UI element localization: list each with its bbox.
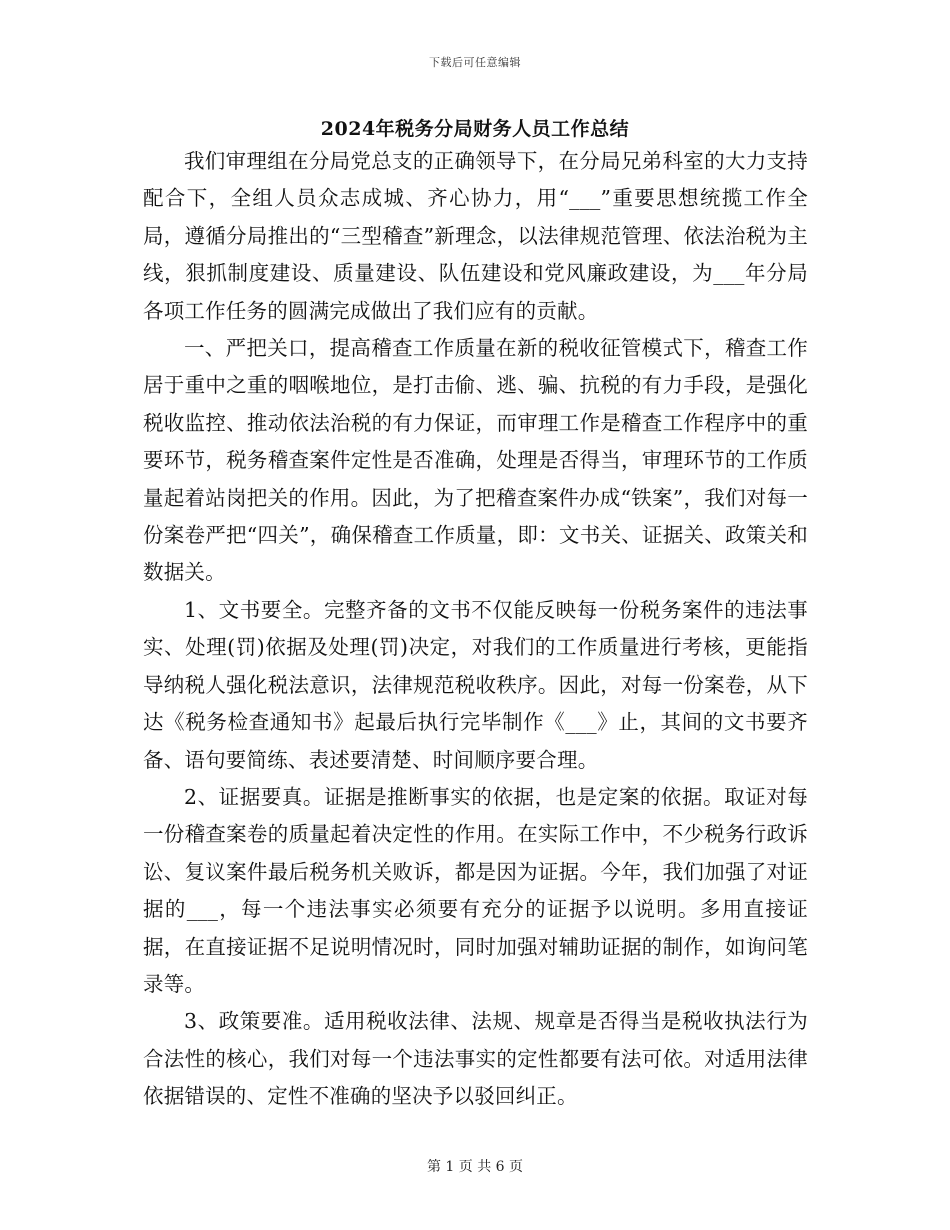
- paragraph-item-1-documents: 1、文书要全。完整齐备的文书不仅能反映每一份税务案件的违法事实、处理(罚)依据及处理(罚)决定，对我们的工作质量进行考核，更能指导纳税人强化税法意识，法律规范税收秩序。因此，对每一份案卷，从下达《税务检查通知书》起最后执行完毕制作《___》止，其间的文书要齐备、语句要简练、表述要清楚、时间顺序要合理。: [143, 597, 808, 772]
- paragraph-item-3-policy: 3、政策要准。适用税收法律、法规、规章是否得当是税收执法行为合法性的核心，我们对每一个违法事实的定性都要有法可依。对适用法律依据错误的、定性不准确的坚决予以驳回纠正。: [143, 1009, 808, 1109]
- paragraph-intro: 我们审理组在分局党总支的正确领导下，在分局兄弟科室的大力支持配合下，全组人员众志成城、齐心协力，用“___”重要思想统揽工作全局，遵循分局推出的“三型稽查”新理念，以法律规范管理、依法治税为主线，狠抓制度建设、质量建设、队伍建设和党风廉政建设，为___年分局各项工作任务的圆满完成做出了我们应有的贡献。: [143, 149, 808, 323]
- page-number: 第 1 页 共 6 页: [426, 1159, 524, 1175]
- page-header-note: 下载后可任意编辑: [429, 56, 521, 69]
- document-title: 2024年税务分局财务人员工作总结: [320, 118, 630, 140]
- paragraph-section-1: 一、严把关口，提高稽查工作质量在新的税收征管模式下，稽查工作居于重中之重的咽喉地位，是打击偷、逃、骗、抗税的有力手段，是强化税收监控、推动依法治税的有力保证，而审理工作是稽查工作程序中的重要环节，税务稽查案件定性是否准确，处理是否得当，审理环节的工作质量起着站岗把关的作用。因此，为了把稽查案件办成“铁案”，我们对每一份案卷严把“四关”，确保稽查工作质量，即：文书关、证据关、政策关和数据关。: [143, 336, 808, 585]
- paragraph-item-2-evidence: 2、证据要真。证据是推断事实的依据，也是定案的依据。取证对每一份稽查案卷的质量起着决定性的作用。在实际工作中，不少税务行政诉讼、复议案件最后税务机关败诉，都是因为证据。今年，我们加强了对证据的___，每一个违法事实必须要有充分的证据予以说明。多用直接证据，在直接证据不足说明情况时，同时加强对辅助证据的制作，如询问笔录等。: [143, 784, 808, 996]
- document-body: [143, 143, 808, 1116]
